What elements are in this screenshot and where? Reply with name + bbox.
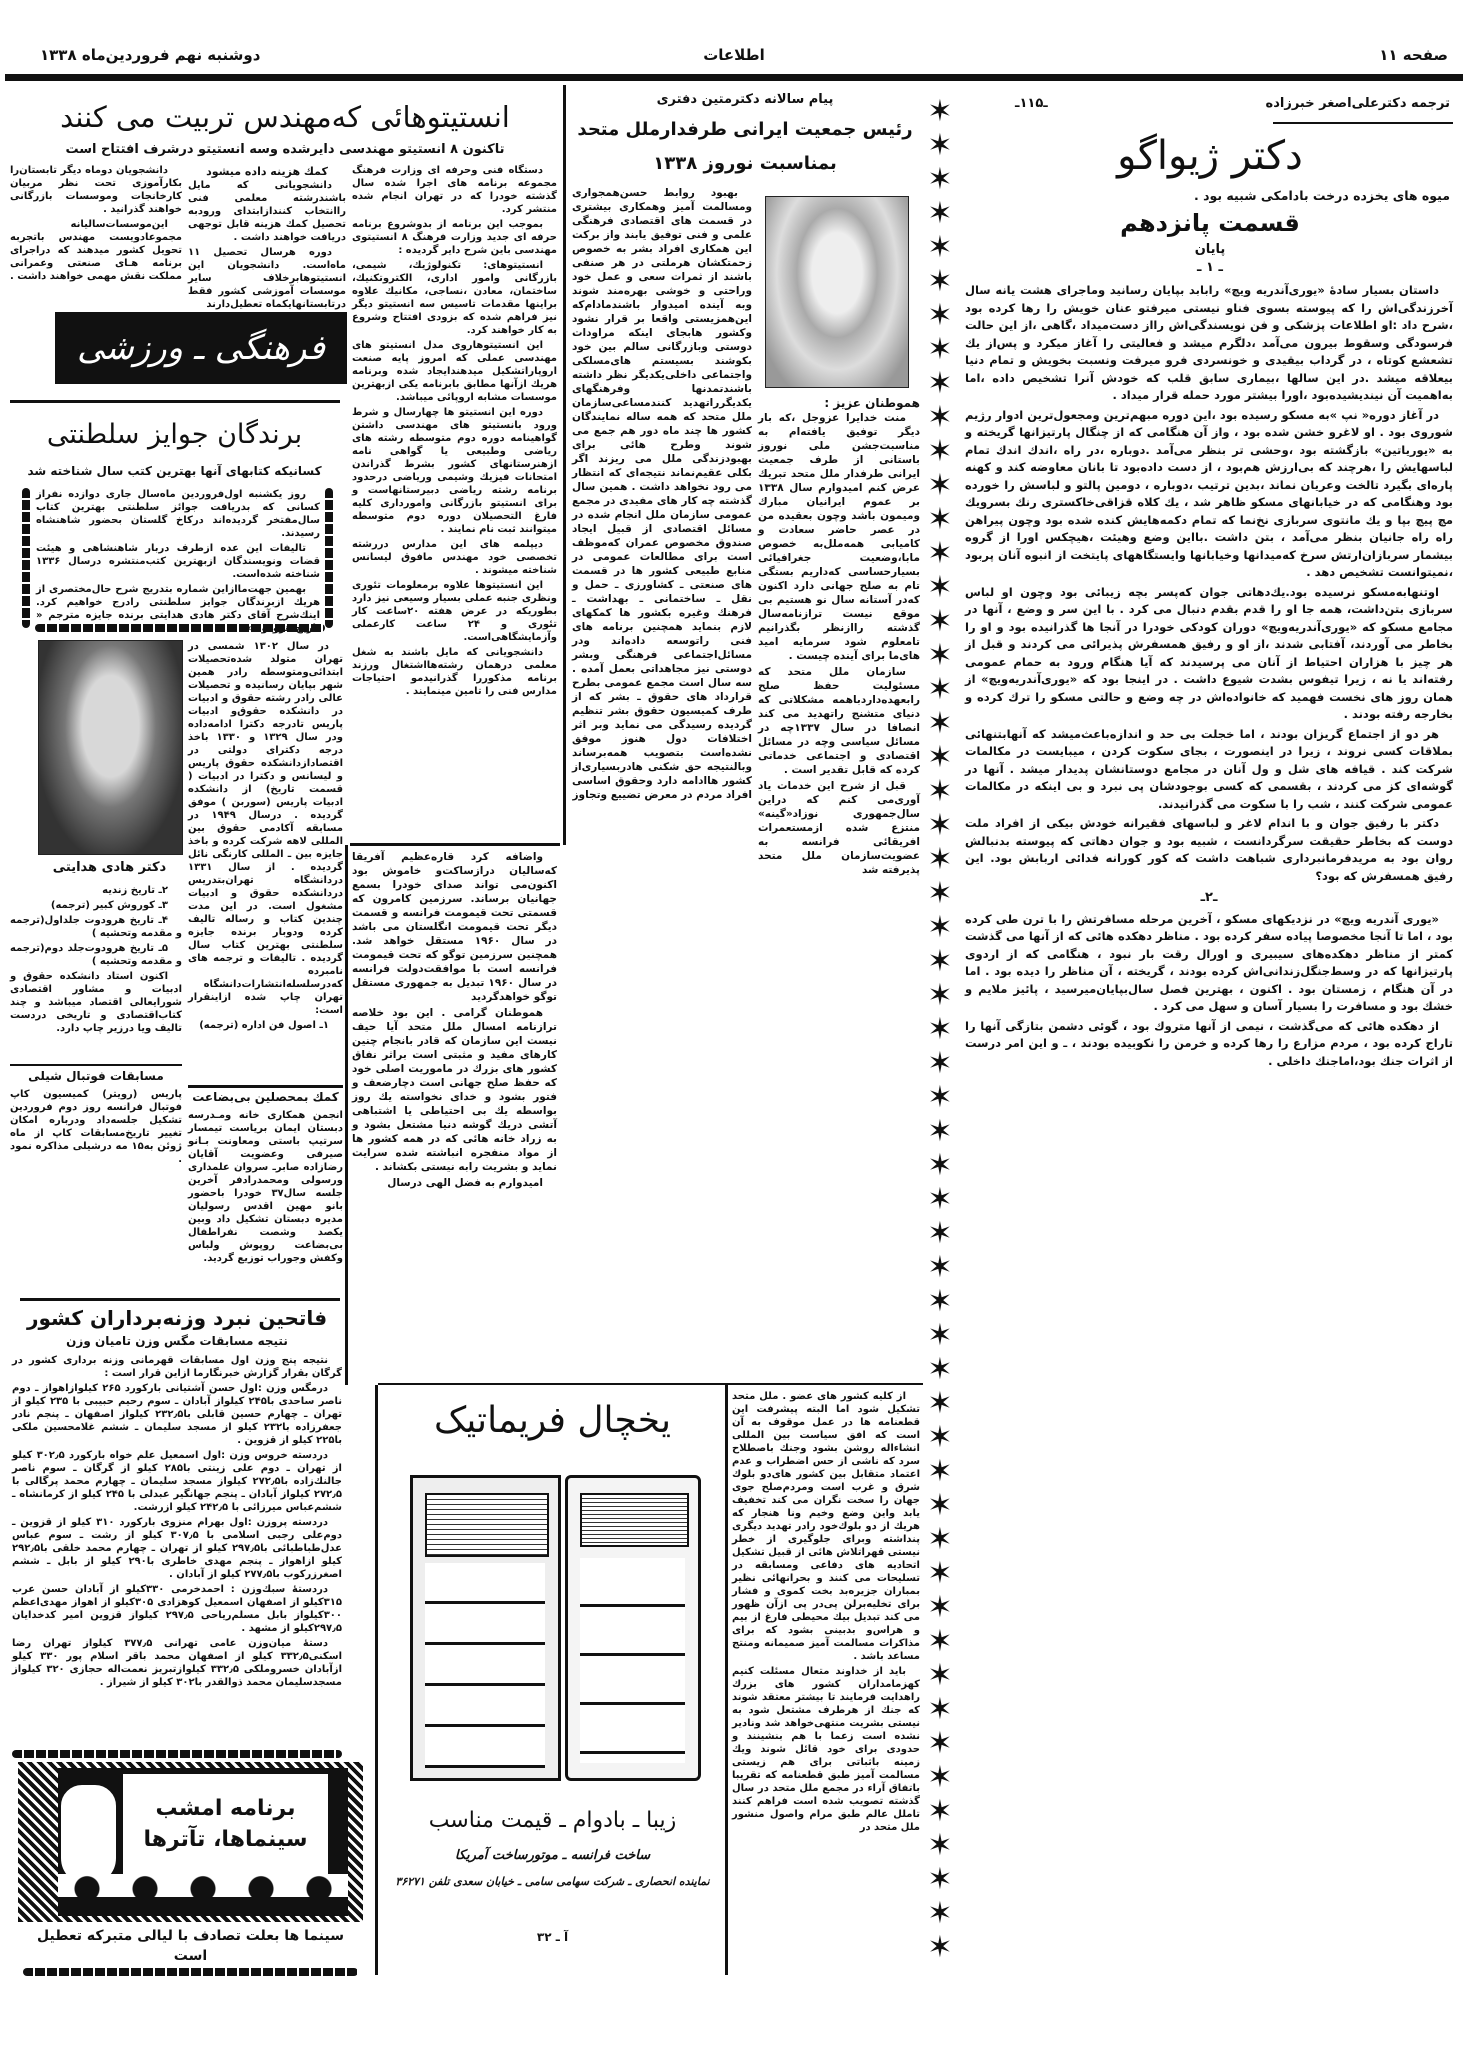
paragraph: داستان بسیار سادهٔ «یوری‌آندریه ویچ» رابابد بپایان رسانید وماجرای هشت یانه سال آخرزندگی‌اش را که پیوسته بسوی فناو نیستی میرفتو عنان خویش را رها کرده بود ،شرح داد :او اطلاعات پزشکی و فن نویسندگی‌اش رااز دست‌میداد ،گاهی ،از این حالت فرسودگی وسقوط بیرون می‌آمد ،دلگرم میشد و فعالیتی را آغاز میکرد و پس‌از یك تشعشع کوتاه ، در گرداب بیقیدی و خونسردی فرو میرفت ونسبت بخویش و تمام دنیا بیعلاقه میشد .در این سالها ،بیماری سابق قلب که خودش آنرا تشخیص داده ،اما به‌اهمیت آن نیندیشیده‌بود ،اورا بیشتر مورد حمله قرار میداد . [965, 283, 1453, 402]
paragraph: در آغاز دوره« نپ »به مسکو رسیده بود ،این دوره مبهم‌ترین ومجعول‌ترین ادوار رژیم شوروی بود . او لاغرو خشن شده بود ، واز آن هنگامی که از چنگال پارتیزانها گریخته و به «یوریاتین» بازگشته بود ،وحشی تر بنظر می‌آمد .دوباره ،در راه ،اندك اندك تمام لباسهایش را ،هرچند که بی‌ارزش هم‌بود ، از دست داده‌بود تا بانان معاوضه کند و کهنه پاره‌ای بگیرد تالخت وعریان نماند ،بدین ترتیب ،دوباره ، دومین پالتو و لباسش را خورده بود وهنگامی که در خیابانهای مسکو ظاهر شد ، یك کلاه قزاقی‌خاکستری رنك بسرویك مچ پیچ بپا و یك مانتوی سربازی نخ‌نما که تمام دکمه‌هایش کنده شده بود وچون پیراهن راه راه جانیان بنظر می‌آمد ، بتن داشت .بااین وضع وهیئت ،هیچکس اورا از گروه بیشمار سربازان‌ارتش سرخ که‌میدانها وخیابانها وایستگاههای پایتخت از انبوه آنان پربود ،نمیتوانست تشخیص دهد . [965, 407, 1453, 579]
fridge-shelves [425, 1563, 545, 1768]
star-ornament-icon: ✶ [927, 1318, 953, 1353]
zhivago-part: قسمت پانزدهم [1120, 209, 1300, 237]
fridge-ad-origin: ساخت فرانسه ـ موتورساخت آمریکا [454, 1848, 651, 1863]
star-ornament-icon: ✶ [927, 1726, 953, 1761]
star-ornament-icon: ✶ [927, 740, 953, 775]
star-ornament-icon: ✶ [927, 1420, 953, 1455]
column-divider [725, 1385, 728, 1975]
cinema-ad-subtitle: سینماها، تآترها [143, 1827, 308, 1852]
star-ornament-icon: ✶ [927, 1012, 953, 1047]
cinema-ad-art [18, 1762, 363, 1922]
star-ornament-icon: ✶ [927, 1250, 953, 1285]
star-ornament-icon: ✶ [927, 1046, 953, 1081]
paragraph: اکنون استاد دانشکده حقوق و ادبیات و مشاور اقتصادی شورایعالی اقتصاد میباشد و چند کتاب‌اقتصادی و تاریخی دردست تالیف ویا درزیر چاپ دارد. [10, 971, 182, 1034]
paragraph: منت خدایرا عزوجل ،که بار دیگر توفیق یافته‌ام به مناسبت‌جشن ملی نوروز باستانی از طرف جمعیت ایرانی طرفدار ملل متحد تبریك عرض کنم امیدوارم سال ۱۳۳۸ بر عموم ایرانیان مبارك ومیمون باشد وچون بعقیده من در عصر حاضر سعادت و کامیابی همه‌ملل‌به خصوص مابا،وضعیت جغرافیائی بسیارحساسی که‌داریم بستگی تام به صلح جهانی دارد اکنون که‌در آستانه سال نو هستیم بی موقع نیست ترازنامه‌سال گذشته راازنظر بگذرانیم تامعلوم شود سرمایه امید های‌ما برای آینده چیست . [758, 412, 920, 662]
section-rule [350, 843, 560, 846]
un-col-left [572, 186, 752, 1380]
paragraph: دردسته پروزن :اول بهرام منزوی بارکورد ۳۱۰ کیلو از قزوین ـ دوم‌علی رجبی اسلامی با ۳۰۷٫۵ کیلو از رشت ـ سوم عباس عدل‌طباطبائی با۲۹۷٫۵ کیلو از تهران ـ چهارم محمد خلقی با۲۹۲٫۵ کیلو ازاهواز ـ پنجم مهدی خاطری با۲۹۰ کیلو از بابل ـ ششم اصغرزرکوب با۲۷۷٫۵ کیلو از آبادان . [12, 1517, 342, 1580]
cinema-screen [123, 1774, 328, 1874]
paragraph: از دهکده هائی که می‌گذشت ، نیمی از آنها متروك بود ، گوئی دشمن بتازگی آنها را تاراج کرده بود ، مردم مزارع را رها کرده و خرمن را نکوبیده بودند ، ـ و این امر درست از اثرات جنك بود،اماجنك داخلی . [965, 1018, 1453, 1068]
zhivago-text [965, 282, 1453, 1972]
zhivago-translator: ترجمه دکترعلی‌اصغر خبرزاده [1265, 96, 1450, 111]
star-ornament-icon: ✶ [927, 366, 953, 401]
star-ornament-icon: ✶ [927, 1386, 953, 1421]
paragraph: نتیجه پنج وزن اول مسابقات قهرمانی وزنه برداری کشور در گرگان بقرار گزارش خبرنگارما ازاین قرار است : [12, 1355, 342, 1379]
paragraph: دردسته خروس وزن :اول اسمعیل علم خواه بارکورد ۳۰۲٫۵ کیلو از تهران ـ دوم علی زینتی با۲۸۵ کیلو از گرگان ـ سوم ناصر جالنك‌زاده با۲۷۲٫۵ کیلواز مسجد سلیمان ـ چهارم محمد پرگالی با ۲۷۲٫۵ کیلواز آبادان ـ پنجم جهانگیر عبدلی با ۲۴۵ کیلو از کرمانشاه ـ ششم‌عباس میرزائی با ۲۴۲٫۵ کیلو ازرشت. [12, 1450, 342, 1513]
paragraph: دستگاه فنی وحرفه ای وزارت فرهنگ مجموعه برنامه های اجرا شده سال گذشته خودرا که در تهران انجام شده منتشر کرد. [352, 165, 557, 215]
issue-date: دوشنبه نهم فروردین‌ماه ۱۳۳۸ [40, 46, 261, 64]
star-ornament-icon: ✶ [927, 1930, 953, 1965]
portrait-photo [38, 640, 183, 855]
star-ornament-icon: ✶ [927, 842, 953, 877]
un-greeting: هموطنان عزیز : [824, 396, 920, 410]
star-ornament-icon: ✶ [927, 638, 953, 673]
paragraph: قبل از شرح این خدمات یاد آوری‌می کنم که دراین سال‌جمهوری نوزاد«گینه» منتزع شده ازمستعمرات افریقائی فرانسه به عضویت‌سازمان ملل متحد پذیرفته شد [758, 780, 920, 876]
paragraph: تالیفات این عده ازطرف دربار شاهنشاهی و هیئت قضات ونویسندگان ازبهترین کتب‌منتشره درسال ۱۳۳۶ شناخته شده‌است. [36, 543, 320, 580]
installment-number: ـ۱۱۵ـ [1015, 96, 1048, 111]
paragraph: واضافه کرد قاره‌عظیم آفریقا که‌سالیان درازساکت‌و خاموش بود اکنون‌می تواند صدای خودرا بسمع جهانیان برساند. سرزمین کامرون که قسمتی تحت قیمومت فرانسه و قسمت دیگر تحت قیمومت انگلستان می باشد در سال ۱۹۶۰ مستقل خواهد شد. همچنین سرزمین توگو که تحت قیمومت فرانسه است با موافقت‌دولت فرانسه در سال ۱۹۶۰ تبدیل به جمهوری مستقل توگو خواهدگردید [352, 851, 558, 1003]
paragraph: درمگس وزن :اول حسن آشتیانی بارکورد ۲۶۵ کیلوازاهواز ـ دوم ناصر ساحدی با۲۴۵ کیلواز آبادان ـ سوم رحیم حبیبی با ۲۳۵ کیلو از تهران ـ چهارم حسین قابلی با۲۳۲٫۵ کیلواز اصفهان ـ پنجم نادر جعفرزاده با۲۳۲ کیلو از مسجد سلیمان ـ ششم غلامحسین ملکی با۲۲۵ کیلو از قزوین . [12, 1383, 343, 1446]
paragraph: باید از خداوند متعال مسئلت کنیم کهزمامداران کشور های بزرك راهدایت فرمایند تا بیشتر معتقد شوند که جنك از هرطرف مشتعل شود به نیستی بشریت منتهی‌خواهد شد ونادیر نشده است زعما با هم بنشینند و حدودی برای خود قائل شوند ویك زمینه باثباتی برای هم زیستی مسالمت آمیز طبق قطعنامه که تقریبا باتفاق آراء در مجمع ملل متحد در سال گذشته تصویب شده است فراهم کنند تاملل عالم طبق مرام واصول منشور ملل متحد در [732, 1666, 920, 1833]
zhivago-part-sub: پایان [1194, 242, 1226, 257]
section-rule [10, 1064, 182, 1066]
column-divider [563, 85, 566, 845]
paragraph: دستهٔ میان‌وزن عامی تهرانی ۳۷۷٫۵ کیلواز تهران رضا اسکنی۳۳۲٫۵ کیلو از اصفهان محمد باقر اسلام پور ۳۳۰ کیلو ازآبادان خسروملکی ۳۳۲٫۵ کیلوازتبریز نعمت‌اله حجازی ۳۲۰ کیلواز مسجدسلیمان محمد ذوالقدر با۳۰۲ کیلو از شیراز . [12, 1638, 342, 1688]
column-divider [345, 845, 348, 1385]
weightlifting-results [12, 1354, 342, 1746]
prizes-bio [188, 640, 343, 1080]
paragraph: دانشجویان دوماه دیگر تابستان‌را بکارآموزی تحت نظر مربیان کارخانجات وموسسات بازرگانی خواهند گذرانید . [10, 165, 182, 215]
star-ornament-icon: ✶ [927, 536, 953, 571]
star-ornament-icon: ✶ [927, 944, 953, 979]
star-ornament-column [922, 95, 958, 1975]
star-ornament-icon: ✶ [927, 1352, 953, 1387]
un-headline-2: بمناسبت نوروز ۱۳۳۸ [653, 153, 837, 174]
paragraph: ۳ـ کوروش کبیر (ترجمه) [50, 900, 168, 911]
star-ornament-icon: ✶ [927, 162, 953, 197]
un-col-continued [352, 850, 557, 1380]
paragraph: هر دو از اجتماع گریزان بودند ، اما خجلت بی حد و اندازه‌باعث‌میشد که آنهابتنهائی بملاقات کسی نروند ، زیرا در اینصورت ، بجای سکوت کردن ، میبایست در مکالمات شرکت کند . قیافه های شل و ول آنان در مجامع دوستانشان پدیدار میشد . آنها در گوشه‌ای کز می کردند ، بقسمی که کسی بوجودشان پی نبرد و بی اینکه در مکالمات عمومی شرکت کنند ، شب را با سکوت می گذرانیدند. [965, 726, 1453, 811]
paragraph: ۲ـ تاریخ زندیه [102, 885, 168, 896]
zhivago-section-1: ـ ۱ ـ [1197, 260, 1223, 275]
fridge-ad-agent: نماینده انحصاری ـ شرکت سهامی سامی ـ خیابان سعدی تلفن ۳۶۲۷۱ [395, 1875, 710, 1888]
zhivago-epigraph: میوه های یخزده درخت بادامکی شبیه بود . [1194, 188, 1450, 203]
star-ornament-icon: ✶ [927, 502, 953, 537]
un-kicker: پیام سالانه دکترمتین دفتری [656, 92, 834, 107]
fridge-illustration [410, 1475, 700, 1785]
star-ornament-icon: ✶ [927, 434, 953, 469]
paragraph: دکتر با رفیق جوان و با اندام لاغر و لباسهای فقیرانه خودش بیکی از افراد ملت دوست که بخاطر حقیقت سرگردانست ، شبیه بود و جوان دهاتی که پیوسته بدنبالش روان بود به مریدفرمانبرداری شباهت داشت که کور کورانه فدائی اربابش بود. این رفیق همسفرش که بود؟ [965, 816, 1453, 883]
star-ornament-icon: ✶ [927, 774, 953, 809]
door-panel [580, 1493, 689, 1547]
paragraph: دیپلمه های این مدارس دررشته تخصصی خود مهندس مافوق لیسانس شناخته میشوند . [352, 539, 557, 576]
door-shelves [580, 1558, 685, 1763]
prizes-box-text [36, 488, 320, 634]
section-rule [188, 1085, 343, 1088]
speaker-photo [765, 196, 909, 388]
star-ornament-icon: ✶ [927, 1488, 953, 1523]
chain-border [23, 1968, 358, 1976]
un-col-right [758, 395, 920, 1380]
star-ornament-icon: ✶ [927, 570, 953, 605]
star-ornament-icon: ✶ [927, 1624, 953, 1659]
photo-caption: دکتر هادی هدایتی [52, 860, 167, 875]
zhivago-title: دکتر ژیواگو [1117, 133, 1303, 179]
star-ornament-icon: ✶ [927, 1080, 953, 1115]
freezer-compartment [425, 1493, 549, 1557]
prizes-subhead: کسانیکه کتابهای آنها بهترین کتب سال شناخته شد [27, 464, 322, 478]
paragraph: دانشجویانی که مایل باشند به شغل معلمی درهمان رشته‌هااشتغال ورزند برنامه مذکوررا گذرانیدمو احتیاجات مدارس فنی را تامین مینمایند . [352, 647, 557, 697]
institutes-headline: انستیتوهائی که‌مهندس تربیت می کنند [60, 100, 510, 134]
fridge-body [410, 1475, 561, 1781]
football-text: پاریس (رویتر) کمیسیون کاپ فوتبال فرانسه روز دوم فروردین تشکیل جلسه‌داد ودرباره امکان تغییر تاریخ‌مسابقات کاپ از ماه ژوئن به۱۵ مه درشیلی مذاکره نمود . [10, 1089, 182, 1165]
cinema-ad-title: برنامه امشب [155, 1796, 296, 1821]
paragraph: این انستیتوهاروی مدل انستیتو های مهندسی عملی که امروز پایه صنعت اروپاراتشکیل میدهندایجاد شده وبرنامه هریك ازآنها مطابق بابرنامه یکی ازبهترین موسسات مشابه اروپائی میباشد. [352, 340, 557, 403]
page-number: صفحه ۱۱ [1379, 46, 1448, 64]
chain-border [22, 488, 30, 628]
star-ornament-icon: ✶ [927, 298, 953, 333]
paragraph: بهبود روابط حسن‌همجواری ومسالمت آمیز وهمکاری بیشتری در قسمت های اقتصادی فرهنگی علمی و فنی توفیق یابند واز برکت این همکاری افراد بشر به خصوص زحمتکشان هرملتی در هر صنفی باشند از ثمرات سعی و عمل خود وراحتی و خوشی بهره‌مند شوند وبه آینده امیدوار باشندمادام‌که این‌همزیستی واقعا بر قرار نشود وکشور هابجای اینکه مراودات دوستی وبازرگانی سالم بین خود بکوشند بسیستم های‌مسلکی واجتماعی داخلی‌یکدیگر نظر داشته باشندتمدنها وفرهنگهای یکدیگرراتهدید کنندمساعی‌سازمان ملل متحد که همه ساله نمایندگان کشور ها چند ماه دور هم جمع می شوند وطرح هائی برای بهبودزندگی ملل می ریزند اگر بکلی عقیم‌نماند نتیجه‌ای که انتظار می رود نخواهد داشت . همین سال گذشته چه کار های مفیدی در مجمع عمومی سازمان ملل انجام شده در مسائل اقتصادی از قبیل ایجاد صندوق مخصوص عمران که‌موظف است برای مطالعات عمومی در منابع طبیعی کشور ها در قسمت های صنعتی ـ کشاورزی ـ حمل و نقل ـ ساختمانی ـ بهداشت ـ فرهنك وغیره بکشور ها کمکهای لازم بنماید همچنین برنامه های فنی راتوسعه داده‌اند ودر مسائل‌اجتماعی فرهنگی وبشر دوستی نیز مجاهداتی بعمل آمده . سه سال است مجمع عمومی بطرح قرارداد های حقوق ـ بشر که از طرف کمیسیون حقوق بشر تنظیم گردیده رسیدگی می نماید وبر اثر اختلافات دول هنوز موفق نشده‌است بتصویب همه‌برساند وبالنتیجه حق شکنی هادربسیاری‌از کشور هاادامه دارد وحقوق اساسی افراد مردم در معرض تضییع وتجاوز [572, 187, 752, 801]
star-ornament-icon: ✶ [927, 1114, 953, 1149]
cinema-ad [18, 1762, 363, 1974]
paragraph: از کلیه کشور های عضو . ملل متحد تشکیل شود اما البته پیشرفت این قطعنامه ها در عمل موقوف به آن است که افق سیاست بین المللی انشاءاله روشن بشود وجنك باصطلاح سرد که ناشی از حس اضطراب و عدم اعتماد متقابل بین کشور های‌دو بلوك شرق و غرب است ومردم‌صلح جوی جهان را سخت نگران می کند تخفیف یابد واین وضع وخیم ونا هنجار که هریك از دو بلوك‌خود رادر تهدید دیگری پنداشته وبرای جلوگیری از خطر نیستی قهراتلاش هائی از قبیل تشکیل اتحادیه های دفاعی ومسابقه در تسلیحات می کنند و بحرانهائی نظیر بمباران جزیره‌بد بخت کموی و فشار برای تخلیه‌برلن پی‌در پی ازآن ظهور می کند تبدیل بیك محیطی فارغ از بیم و هراس‌و بدبینی بشود که برای مذاکرات مسالمت آمیز صمیمانه ومنتج مساعد باشد . [732, 1391, 920, 1662]
paragraph: هموطنان گرامی . این بود خلاصه ترازنامه امسال ملل متحد آیا حیف نیست این سازمان که قادر بانجام چنین کارهای مفید و مثبتی است براثر نفاق کشور های بزرك در ماموریت اصلی خود که حفظ صلح جهانی است دچارضعف و فتور بشود و خدای نخواسته یك روز بواسطه یك بی احتیاطی یا اشتباهی آتشی دریك گوشه دنیا مشتعل بشود و به زراد خانه هائی که در همه کشور ها از مواد منفجره انباشته شده سرایت نماید و بشریت رابه نیستی بکشاند . [352, 1007, 557, 1173]
star-ornament-icon: ✶ [927, 1216, 953, 1251]
paragraph: دانشجویانی که مایل باشندرشته معلمی فنی راانتخاب کنندازابتدای ورودبه تحصیل کمك هزینه قابل توجهی دریافت خواهند داشت . [188, 180, 346, 243]
zhivago-section-2: ـ۲ـ [1200, 890, 1218, 905]
institutes-col-2 [188, 164, 346, 310]
cinema-ad-notice: سینما ها بعلت تصادف با لیالی متبرکه تعطیل است [37, 1928, 344, 1964]
star-ornament-icon: ✶ [927, 1284, 953, 1319]
star-ornament-icon: ✶ [927, 1522, 953, 1557]
paragraph: انستیتوهای: تکنولوژیك، شیمی، بازرگانی وامور اداری، الکتروتکنیك، ساختمان، معادن ،نساجی، مکانیك علاوه براینها مقدمات تاسیس سه انستیتو دیگر نیز فراهم شده که بزودی افتتاح وشروع به کار خواهند کرد. [352, 260, 557, 336]
paragraph: روز یکشنبه اول‌فروردین ماه‌سال جاری دوازده نفراز کسانی که بدریافت جوائز سلطنتی بهترین کتاب سال‌مفتخر گردیده‌اند درکاخ گلستان بحضور شاهنشاه رسیدند. [36, 489, 320, 539]
paragraph: دوره این انستیتو ها چهارسال و شرط ورود بانستیتو های مهندسی داشتن گواهینامه دوره دوم متوسطه رشته های ریاضی وطبیعی یا گواهی نامه ازهنرستانهای کشور بشرط گذراندن امتحانات فیزیك وشیمی وریاضی درحدود برنامه رشته ریاضی دبیرستانهاست و برای انستیتو بازرگانی وامورداری کلیه فارغ التحصیلان دوره دوم متوسطه میتوانند ثبت نام نمایند . [352, 407, 557, 535]
star-ornament-icon: ✶ [927, 978, 953, 1013]
paragraph: دوره هرسال تحصیل ۱۱ ماه‌است. دانشجویان این انستیتوهابرخلاف سایر موسسات آموزشی کشور فقط درتابستانهایکماه تعطیل‌دارند [188, 247, 346, 310]
football-title: مسابقات فوتبال شیلی [28, 1069, 164, 1083]
section-banner [55, 312, 347, 384]
paragraph: ۴ـ تاریخ هرودوت جلداول(ترجمه و مقدمه وتحشیه ) [10, 915, 182, 939]
star-ornament-icon: ✶ [927, 1828, 953, 1863]
star-ornament-icon: ✶ [927, 1590, 953, 1625]
paragraph: اوتنهابه‌مسکو نرسیده بود.یك‌دهاتی جوان که‌پسر بچه زیبائی بود وچون او لباس سربازی بتن‌داشت، همه جا او را قدم بقدم دنبال می کرد . با این سر و وضع ، آنها در مجامع مسکو که «یوری‌آندریه‌ویچ» دوران کودکی خودرا در آنجا ها گذرانیده بود و او را بخاطر می آوردند، آفتابی شدند ،از او و رفیق همسفرش پذیرائی می کردند و قبل از هر چیز با هزاران احتیاط از آنان می پرسیدند که آیا هنگام ورود به حمام عمومی رفته‌اند یا نه ، زیرا تیفوس بشدت شیوع داشت . در اینجا بود که «یوری‌آندریه‌ویچ» از همان روز های نخست فهمید که خانواده‌اش در چه وضع و حالتی مسکو را ترك کرده و بخارجه رفته بودند . [965, 584, 1453, 721]
institutes-col-2-title: کمك هزینه داده میشود [206, 165, 328, 178]
star-ornament-icon: ✶ [927, 1182, 953, 1217]
star-ornament-icon: ✶ [927, 468, 953, 503]
section-rule [10, 400, 340, 403]
star-ornament-icon: ✶ [927, 1760, 953, 1795]
weightlifting-headline: فاتحین نبرد وزنه‌برداران کشور [26, 1306, 328, 1330]
chain-border [325, 488, 333, 628]
institutes-col-1 [352, 164, 557, 842]
prizes-books [10, 884, 182, 1060]
star-ornament-icon: ✶ [927, 672, 953, 707]
star-ornament-icon: ✶ [927, 128, 953, 163]
paragraph: ۱ـ اصول فن اداره (ترجمه) [199, 1020, 329, 1031]
fridge-ad-slogan: زیبا ـ بادوام ـ قیمت مناسب [428, 1808, 677, 1833]
paragraph: سازمان ملل متحد که مسئولیت حفظ صلح رابعهده‌داردباهمه مشکلاتی که دنیای متشنج راتهدید می کند انصافا در سال ۱۳۳۷چه در مسائل سیاسی وچه در مسائل اقتصادی و اجتماعی خدماتی کرده که قابل تقدیر است . [758, 666, 920, 776]
newspaper-name: اطلاعات [703, 46, 765, 64]
star-ornament-icon: ✶ [927, 1896, 953, 1931]
section-rule [20, 1298, 340, 1301]
chain-border [12, 1750, 342, 1758]
star-ornament-icon: ✶ [927, 94, 953, 129]
fridge-ad [385, 1390, 720, 1975]
star-ornament-icon: ✶ [927, 1658, 953, 1693]
star-ornament-icon: ✶ [927, 400, 953, 435]
institutes-subhead: تاکنون ۸ انستیتو مهندسی دایرشده وسه انستیتو درشرف افتتاح است [65, 142, 505, 157]
un-headline: رئیس جمعیت ایرانی طرفدارملل متحد [577, 119, 913, 140]
paragraph: بهمین جهت‌ماازاین شماره بتدریج شرح حال‌مختصری از هریك ازبرندگان جوایز سلطنتی رادرج خواهیم کرد. اینك‌شرح آقای دکتر هادی هدایتی برنده جایزه مترجم « تاریخ هرودوت». [36, 584, 320, 634]
fridge-ad-title: یخچال فریماتیک [433, 1400, 672, 1441]
paragraph: «یوری آندریه ویچ» در نزدیکهای مسکو ، آخرین مرحله مسافرتش را با ترن طی کرده بود ، اما تا آنجا مخصوصا پیاده سفر کرده بود . مناظر دهکده هائی که از آنها می گذشت کمتر از مناظر دهکده‌های سیبیری و اورال رقت بار نبود ، هنگامی که از اردوی پارتیزانها که در وسط‌جنگل‌زندانی‌اش کرده بودند ، گریخته ، آن مناظر را دیده بود . اما در آن هنگام ، زمستان بود . اکنون ، بهترین فصل سال‌بپایان‌میرسید ، پائیز ملایم و خشك بود و مسافرت را بسیار آسان و سهل می کرد . [965, 911, 1453, 1013]
paragraph: این انستیتوها علاوه برمعلومات تئوری ونظری جنبه عملی بسیار وسیعی نیز دارد بطوریکه در عرض هفته ۲۰ساعت کار تئوری و ۲۴ ساعت کارعملی وآزمایشگاهی‌است. [352, 580, 557, 643]
paragraph: امیدوارم به فضل الهی درسال [387, 1177, 543, 1189]
star-ornament-icon: ✶ [927, 1148, 953, 1183]
institutes-col-3 [10, 164, 182, 304]
star-ornament-icon: ✶ [927, 264, 953, 299]
star-ornament-icon: ✶ [927, 332, 953, 367]
star-ornament-icon: ✶ [927, 1692, 953, 1727]
paragraph: بموجب این برنامه از بدوشروع برنامه حرفه ای جدید وزارت فرهنگ ۸ انستیتوی مهندسی باین شرح دایر گردیده : [352, 219, 557, 256]
paragraph: دردستهٔ سبك‌وزن : احمدخرمی ۳۳۰کیلو از آبادان حسن عرب ۳۱۵کیلو از اصفهان اسمعیل کوهزادی ۳۰۵کیلو از اهواز مهدی‌اعظم ۳۰۰کیلواز بابل مسلم‌ریاحی ۲۹۷٫۵ کیلواز قزوین امیر کدخدایان ۲۹۷٫۵کیلو از مشهد . [12, 1584, 342, 1634]
audience-silhouettes [58, 1874, 348, 1916]
section-rule [378, 1383, 923, 1385]
prizes-headline: برندگان جوایز سلطنتی [46, 419, 303, 450]
translator-rule [1273, 122, 1453, 124]
paragraph: این‌موسسات‌سالیانه مجموعادویست مهندس باتجربه تحویل کشور میدهند که دراجرای برنامه هـای صنعتی وعمرانی مملکت نقش مهمی خواهند داشت . [10, 219, 182, 282]
star-ornament-icon: ✶ [927, 1794, 953, 1829]
aid-title: کمك بمحصلین بی‌بضاعت [192, 1090, 339, 1104]
section-banner-text: فرهنگی ـ ورزشی [77, 328, 325, 368]
weightlifting-subhead: نتیجه مسابقات مگس وزن تامیان وزن [66, 1334, 288, 1348]
star-ornament-icon: ✶ [927, 604, 953, 639]
ad-code: آ ـ ۳۲ [536, 1930, 569, 1944]
un-col-bottom [732, 1390, 920, 1975]
star-ornament-icon: ✶ [927, 1454, 953, 1489]
star-ornament-icon: ✶ [927, 876, 953, 911]
star-ornament-icon: ✶ [927, 808, 953, 843]
star-ornament-icon: ✶ [927, 910, 953, 945]
paragraph: در سال ۱۳۰۲ شمسی در تهران متولد شده‌تحصیلات ابتدائی‌ومتوسطه رادر همین شهر بپایان رسانیده و تحصیلات عالی رادر رشته حقوق و ادبیات در دانشکده حقوق‌و ادبیات پاریس تادرجه دکترا ادامه‌داده ودر سال ۱۳۲۹ و ۱۳۳۰ باخذ درجه دکترای دولتی در اقتصادازدانشکده حقوق پاریس و لیسانس و دکترا در ادبیات ( قسمت تاریخ) از دانشکده ادبیات پاریس (سوربن ) موفق گردیده . درسال ۱۹۴۹ در مسابقه آکادمی حقوق بین المللی لاهه شرکت کرده و باخذ جایزه بین ـ المللی کارنگی نائل گردیده . از سال ۱۳۳۱ دردانشگاه تهران‌بتدریس دردانشکده حقوق و ادبیات مشغول است. در این مدت چندین کتاب و رساله تالیف کرده ودوبار برنده جایزه سلطنتی بهترین کتاب سال گردیده . تالیفات و ترجمه های نامبرده که‌درسلسله‌انتشارات‌دانشگاه تهران چاپ شده ازاینقرار است: [188, 641, 343, 1016]
star-ornament-icon: ✶ [927, 230, 953, 265]
star-ornament-icon: ✶ [927, 1556, 953, 1591]
aid-text: انجمن همکاری خانه ومـدرسه دبستان ایمان بریاست تیمسار سرتیپ باستی ومعاونت بـانو صیرفی وعضویت آقایان رضازاده صابرـ سروان علمداری ورسولی ومحمدرادفر آخرین جلسه سال۳۷ خودرا باحضور بانو مهین اقدس رسولیان مدیره دبستان تشکیل داد وبین یکصد وشصت نفراطفال بی‌بضاعت روپوش ولباس وکفش وجوراب توزیع گردید. [188, 1110, 343, 1264]
star-ornament-icon: ✶ [927, 196, 953, 231]
star-ornament-icon: ✶ [927, 1862, 953, 1897]
fridge-door [565, 1475, 701, 1781]
column-divider [375, 1385, 378, 1975]
masthead-rule [5, 74, 1463, 81]
star-ornament-icon: ✶ [927, 706, 953, 741]
paragraph: ۵ـ تاریخ هرودوت‌جلد دوم(ترجمه و مقدمه وتحشیه ) [10, 943, 182, 967]
theatre-masks-icon [58, 1782, 119, 1888]
